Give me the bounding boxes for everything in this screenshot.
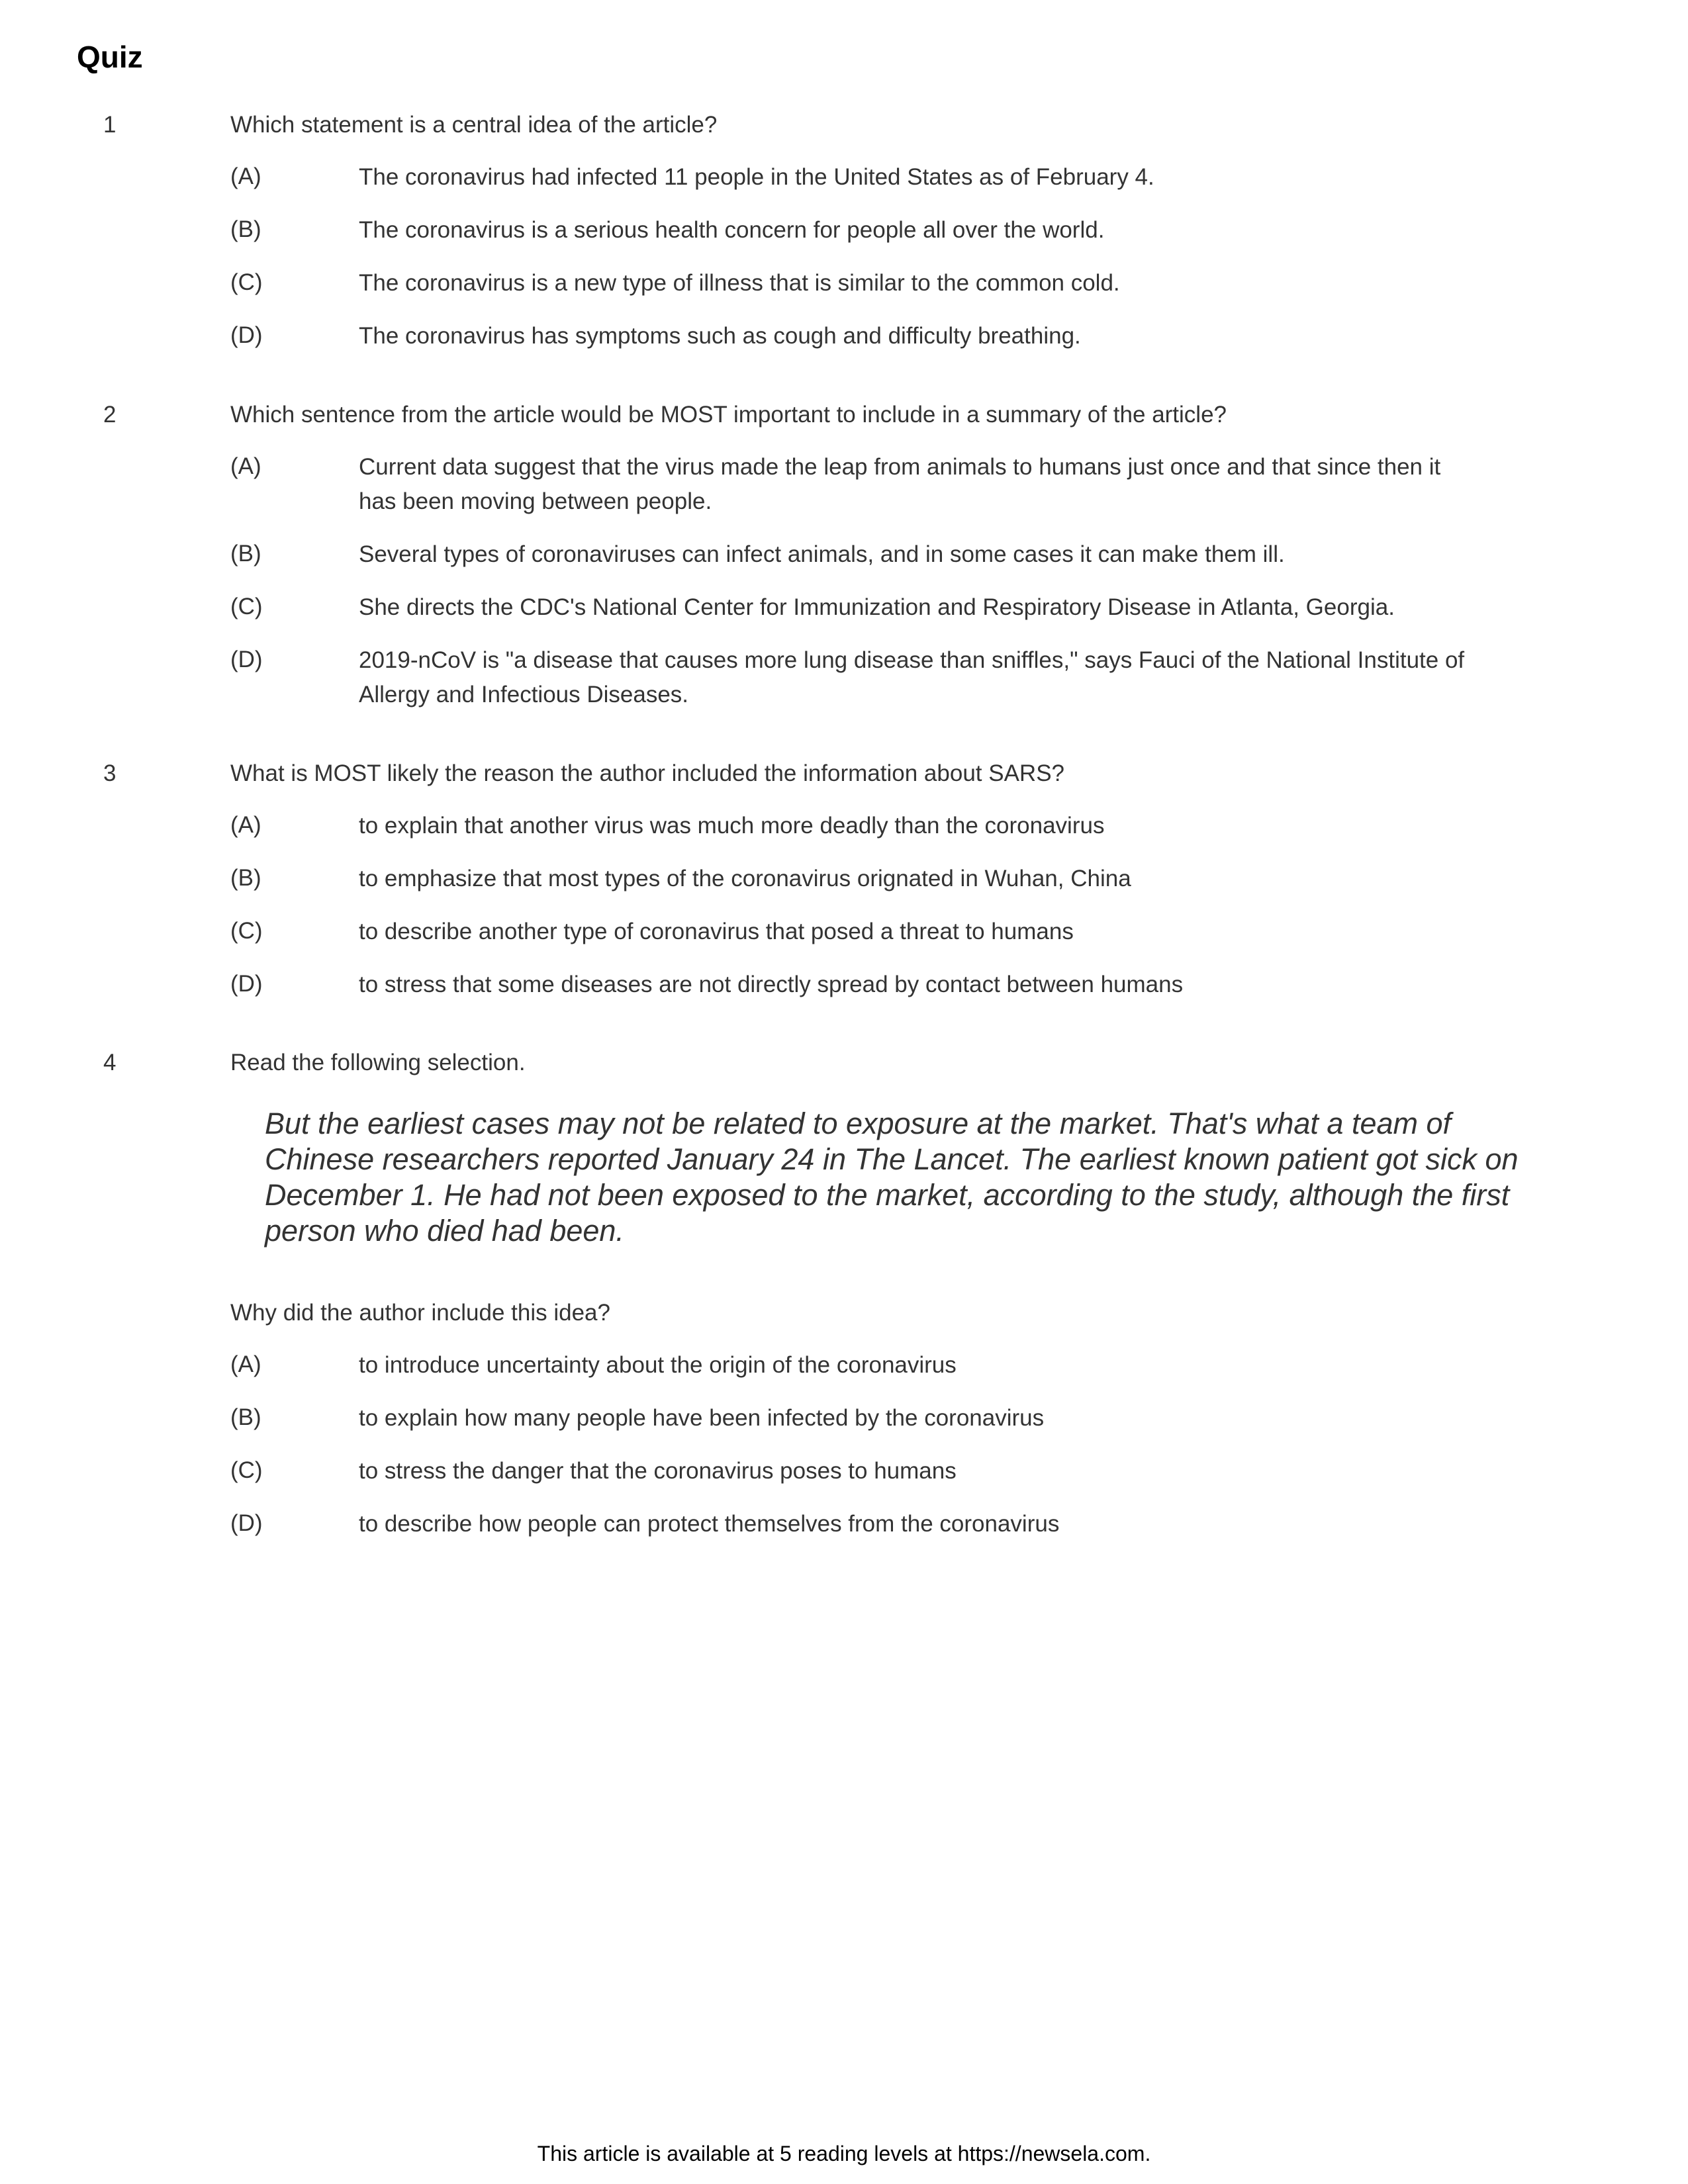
reading-selection: But the earliest cases may not be related to exposure at the market. That's what a team of Chinese researchers reported January 24 in The Lancet. The earliest known patient got sick on December 1. He had not been exposed to the market, according to the study, although the first person who died had been. <box>265 1107 1519 1248</box>
option-text: to emphasize that most types of the coronavirus orignated in Wuhan, China <box>359 866 1131 891</box>
question-number: 2 <box>103 402 117 428</box>
answer-option-b[interactable] <box>0 1401 1688 1435</box>
option-text: to describe how people can protect themselves from the coronavirus <box>359 1511 1060 1537</box>
question-3 <box>0 757 1688 1021</box>
answer-option-a[interactable] <box>0 160 1688 195</box>
option-text: to explain that another virus was much more deadly than the coronavirus <box>359 813 1105 839</box>
answer-options <box>0 450 1688 712</box>
option-letter: (B) <box>230 216 261 242</box>
question-number: 1 <box>103 112 117 138</box>
option-text: to stress that some diseases are not directly spread by contact between humans <box>359 972 1184 997</box>
answer-option-d[interactable] <box>0 1507 1688 1541</box>
answer-option-d[interactable] <box>0 643 1688 712</box>
page-title: Quiz <box>77 40 143 74</box>
question-number: 4 <box>103 1050 117 1075</box>
option-letter: (A) <box>230 812 261 838</box>
option-letter: (B) <box>230 865 261 891</box>
question-text: What is MOST likely the reason the author included the information about SARS? <box>230 760 1065 786</box>
answer-option-d[interactable] <box>0 968 1688 1002</box>
option-text: to explain how many people have been infected by the coronavirus <box>359 1405 1045 1431</box>
option-letter: (C) <box>230 918 263 944</box>
answer-option-d[interactable] <box>0 319 1688 353</box>
answer-option-a[interactable] <box>0 809 1688 843</box>
option-letter: (A) <box>230 1351 261 1377</box>
option-letter: (D) <box>230 1510 263 1536</box>
option-letter: (B) <box>230 1404 261 1430</box>
question-4 <box>0 1046 1688 1560</box>
option-letter: (C) <box>230 1457 263 1483</box>
question-1 <box>0 109 1688 372</box>
answer-option-c[interactable] <box>0 915 1688 949</box>
answer-option-c[interactable] <box>0 590 1688 625</box>
option-text: Several types of coronaviruses can infect animals, and in some cases it can make them ill. <box>359 541 1285 567</box>
option-letter: (C) <box>230 594 263 619</box>
answer-option-a[interactable] <box>0 1348 1688 1383</box>
option-letter: (D) <box>230 971 263 997</box>
option-text: to describe another type of coronavirus that posed a threat to humans <box>359 919 1074 944</box>
question-text: Which sentence from the article would be MOST important to include in a summary of the article? <box>230 402 1227 428</box>
answer-option-c[interactable] <box>0 266 1688 300</box>
question-2 <box>0 398 1688 731</box>
answer-options <box>0 809 1688 1002</box>
option-letter: (C) <box>230 269 263 295</box>
question-number: 3 <box>103 760 117 786</box>
option-text: She directs the CDC's National Center for Immunization and Respiratory Disease in Atlanta, Georgia. <box>359 594 1395 620</box>
followup-question-text: Why did the author include this idea? <box>230 1300 610 1326</box>
option-text: 2019-nCoV is "a disease that causes more lung disease than sniffles," says Fauci of the National Institute of Allergy and Infectious Diseases. <box>359 647 1465 707</box>
question-text: Read the following selection. <box>230 1050 526 1075</box>
answer-options <box>0 160 1688 353</box>
option-letter: (D) <box>230 322 263 348</box>
option-text: to introduce uncertainty about the origin of the coronavirus <box>359 1352 957 1378</box>
option-text: The coronavirus is a new type of illness that is similar to the common cold. <box>359 270 1120 296</box>
option-letter: (A) <box>230 453 261 479</box>
answer-option-c[interactable] <box>0 1454 1688 1488</box>
option-text: to stress the danger that the coronavirus poses to humans <box>359 1458 957 1484</box>
option-letter: (B) <box>230 541 261 567</box>
option-text: The coronavirus has symptoms such as cough and difficulty breathing. <box>359 323 1081 349</box>
footer-note: This article is available at 5 reading levels at https://newsela.com. <box>537 2142 1151 2165</box>
question-text: Which statement is a central idea of the article? <box>230 112 718 138</box>
option-letter: (D) <box>230 647 263 672</box>
option-text: The coronavirus had infected 11 people in the United States as of February 4. <box>359 164 1154 190</box>
answer-option-b[interactable] <box>0 213 1688 248</box>
option-text: The coronavirus is a serious health concern for people all over the world. <box>359 217 1105 243</box>
answer-options <box>0 1348 1688 1541</box>
option-text: Current data suggest that the virus made the leap from animals to humans just once and that since then it has been moving between people. <box>359 454 1441 514</box>
answer-option-a[interactable] <box>0 450 1688 519</box>
answer-option-b[interactable] <box>0 537 1688 572</box>
answer-option-b[interactable] <box>0 862 1688 896</box>
option-letter: (A) <box>230 163 261 189</box>
